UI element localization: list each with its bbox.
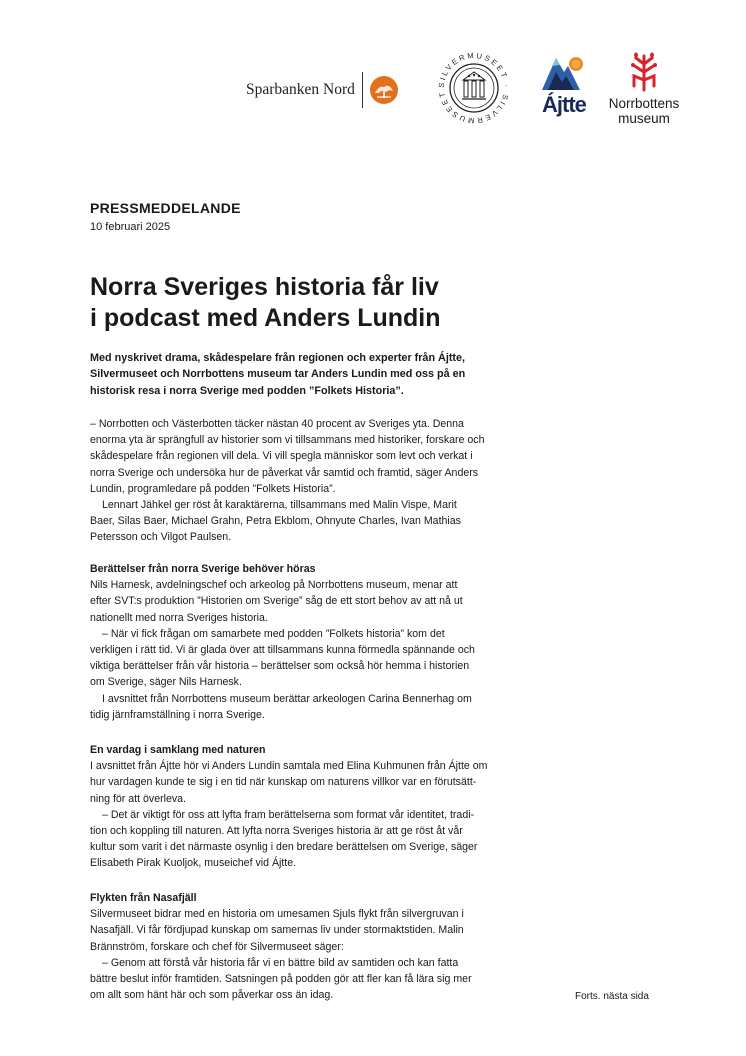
body-line: – Genom att förstå vår historia får vi en bättre bild av samtiden och kan fatta [102,956,459,969]
section-berattelser [90,561,530,723]
body-line: Nils Harnesk, avdelningschef och arkeolog på Norrbottens museum, menar att [90,579,458,592]
body-line: – Norrbotten och Västerbotten täcker nästan 40 procent av Sveriges yta. Denna [90,418,464,430]
body-line: bättre beslut inför framtiden. Satsningen på podden gör att fler kan få lära sig mer [90,973,472,986]
page-title [90,272,530,334]
ajtte-logo [540,52,586,117]
title-line: Norra Sveriges historia får liv [90,273,439,301]
svg-text:SILVERMUSEET · SILVERMUSEET ·: SILVERMUSEET · SILVERMUSEET [436,50,512,126]
body-line: enorma yta är sprängfull av historier som vi tillsammans med historiker, forskare och [90,434,485,447]
lead-paragraph [90,350,530,399]
body-line: Petersson och Vilgot Paulsen. [90,531,232,544]
body-line: I avsnittet från Norrbottens museum berättar arkeologen Carina Bennerhag om [102,692,472,705]
sparbanken-tree-icon [369,75,399,105]
section-flykten [90,890,530,1003]
body-line: tion och koppling till naturen. Att lyfta norra Sveriges historia är att ge röst åt vår [90,825,463,838]
sparbanken-nord-wordmark: Sparbanken Nord [246,81,355,98]
lead-line: Silvermuseet och Norrbottens museum tar Anders Lundin med oss på en [90,368,466,381]
release-date: 10 februari 2025 [90,221,171,233]
logo-divider [362,72,363,108]
body-line: viktiga berättelser från vår historia – berättelser som också hör hemma i historien [90,660,470,673]
title-line: i podcast med Anders Lundin [90,304,441,332]
silvermuseet-seal-icon [436,50,512,126]
document-type-label: PRESSMEDDELANDE [90,200,241,216]
norrbottens-wordmark-line1: Norrbottens [608,96,680,111]
body-line: kultur som varit i det närmaste osynlig i den bredare berättelsen om Sverige, säger [90,841,478,854]
body-line: efter SVT:s produktion ”Historien om Sverige” såg de ett stort behov av att nå ut [90,595,463,608]
body-line: Baer, Silas Baer, Michael Grahn, Petra Ekblom, Ohnyute Charles, Ivan Mathias [90,515,461,528]
body-line: verkligen i rätt tid. Vi är glada över att tillsammans kunna förmedla spännande och [90,644,475,657]
body-line: skådespelare från regionen vill dela. Vi vill spegla människor som levt och verkat i [90,450,473,463]
body-line: ning för att överleva. [90,792,186,805]
norrbotten-red-symbol-icon [606,52,682,92]
logo-row [240,50,680,130]
ajtte-mountain-icon [540,52,586,94]
body-line: nationellt med norra Sveriges historia. [90,611,268,624]
body-line: – Det är viktigt för oss att lyfta fram berättelserna som format vår identitet, tradi- [102,808,475,821]
intro-paragraph [90,416,530,546]
ajtte-wordmark: Ájtte [542,92,586,117]
body-line: hur vardagen kunde te sig i en tid när kunskap om naturens villkor var en förutsätt- [90,776,477,789]
body-line: Silvermuseet bidrar med en historia om umesamen Sjuls flykt från silvergruvan i [90,908,464,921]
body-line: I avsnittet från Ájtte hör vi Anders Lundin samtala med Elina Kuhmunen från Ájtte om [90,760,488,773]
body-line: Lundin, programledare på podden ”Folkets Historia”. [90,482,336,495]
body-line: om allt som hänt här och som påverkar oss än idag. [90,989,334,1002]
body-line: tidig järnframställning i norra Sverige. [90,708,265,721]
section-heading: Flykten från Nasafjäll [90,892,197,904]
section-heading: Berättelser från norra Sverige behöver höras [90,563,316,575]
silvermuseet-logo [436,50,512,131]
body-line: om Sverige, säger Nils Harnesk. [90,676,242,689]
body-line: Brännström, forskare och chef för Silvermuseet säger: [90,940,344,953]
section-heading: En vardag i samklang med naturen [90,744,266,756]
body-line: – När vi fick frågan om samarbete med podden ”Folkets historia” kom det [102,627,445,640]
sparbanken-nord-logo [246,72,399,108]
body-line: Elisabeth Pirak Kuoljok, museichef vid Ájtte. [90,857,297,870]
body-line: Lennart Jähkel ger röst åt karaktärerna, tillsammans med Malin Vispe, Marit [102,499,457,512]
section-vardag [90,742,530,872]
norrbottens-museum-logo [606,52,682,126]
body-line: Nasafjäll. Vi får fördjupad kunskap om samernas liv under stormaktstiden. Malin [90,924,464,937]
lead-line: Med nyskrivet drama, skådespelare från regionen och experter från Ájtte, [90,352,466,364]
body-line: norra Sverige och undersöka hur de påverkat vår samtid och framtid, säger Anders [90,466,479,479]
continued-note: Forts. nästa sida [575,991,649,1002]
lead-line: historisk resa i norra Sverige med podden ”Folkets Historia”. [90,384,404,397]
norrbottens-wordmark-line2: museum [618,111,670,126]
